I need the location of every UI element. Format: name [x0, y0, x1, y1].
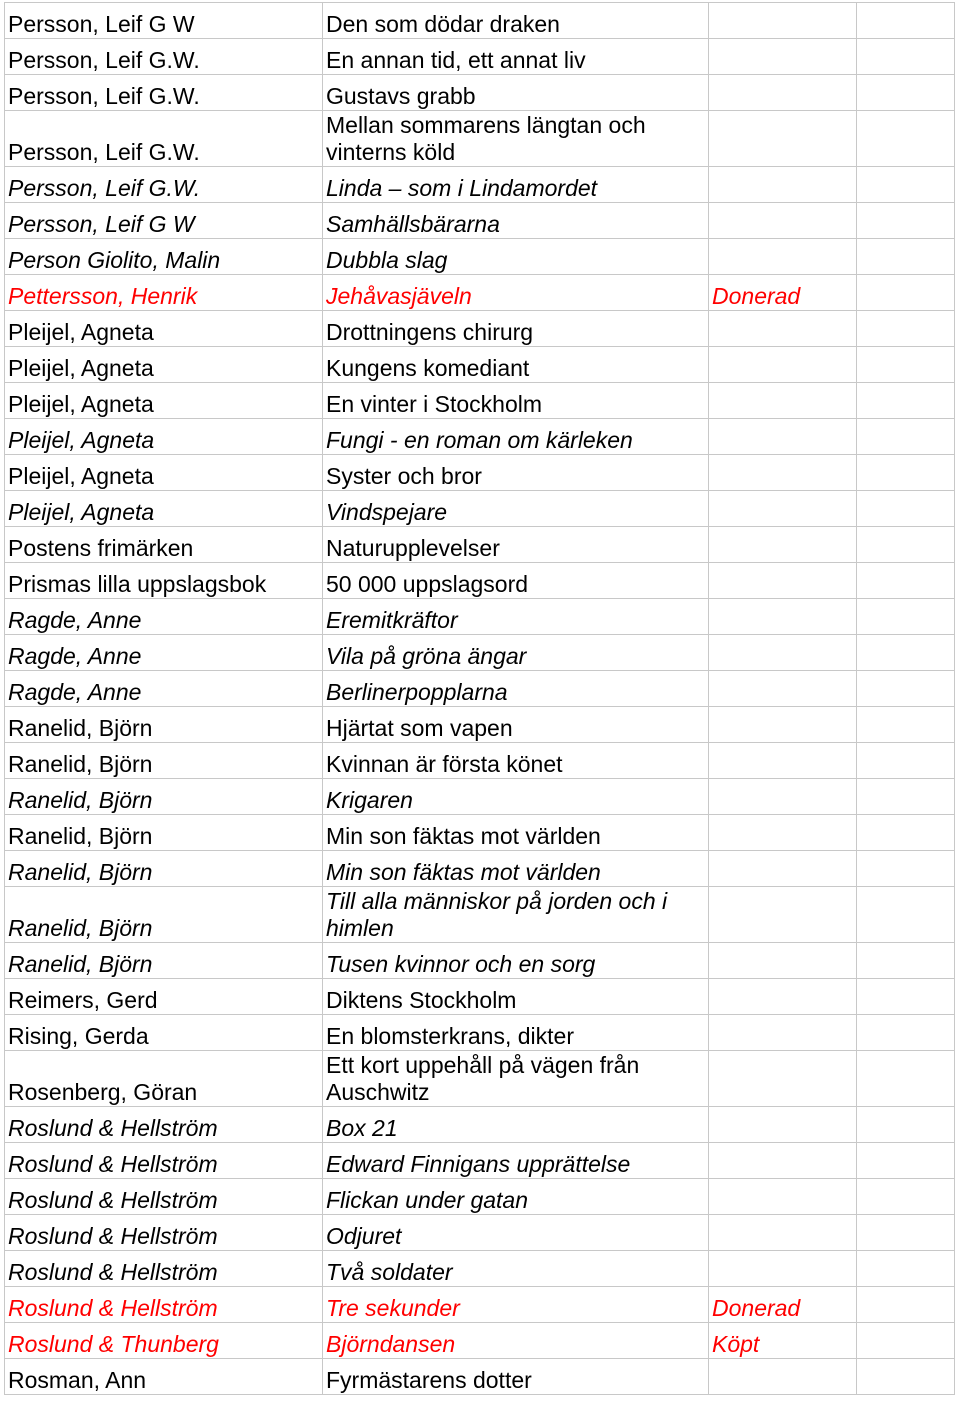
- empty-cell: [857, 167, 955, 203]
- table-row: [5, 239, 955, 275]
- title-cell: Min son fäktas mot världen: [323, 815, 709, 851]
- table-row: [5, 1359, 955, 1395]
- table-row: [5, 979, 955, 1015]
- author-cell: Persson, Leif G.W.: [5, 39, 323, 75]
- empty-cell: [857, 3, 955, 39]
- title-cell: Fyrmästarens dotter: [323, 1359, 709, 1395]
- author-cell: Ranelid, Björn: [5, 743, 323, 779]
- table-row: [5, 563, 955, 599]
- status-cell: [709, 455, 857, 491]
- author-cell: Roslund & Thunberg: [5, 1323, 323, 1359]
- status-cell: [709, 419, 857, 455]
- table-row: [5, 671, 955, 707]
- title-cell: Kvinnan är första könet: [323, 743, 709, 779]
- title-cell: Två soldater: [323, 1251, 709, 1287]
- status-cell: [709, 851, 857, 887]
- table-row: [5, 1107, 955, 1143]
- table-row: [5, 1323, 955, 1359]
- table-row: [5, 779, 955, 815]
- status-cell: [709, 979, 857, 1015]
- empty-cell: [857, 1287, 955, 1323]
- author-cell: Pleijel, Agneta: [5, 311, 323, 347]
- title-cell: Björndansen: [323, 1323, 709, 1359]
- status-cell: [709, 563, 857, 599]
- empty-cell: [857, 1107, 955, 1143]
- table-row: [5, 75, 955, 111]
- status-cell: Donerad: [709, 1287, 857, 1323]
- title-cell: Drottningens chirurg: [323, 311, 709, 347]
- author-cell: Roslund & Hellström: [5, 1179, 323, 1215]
- status-cell: [709, 1359, 857, 1395]
- title-cell: Fungi - en roman om kärleken: [323, 419, 709, 455]
- status-cell: [709, 383, 857, 419]
- table-row: [5, 599, 955, 635]
- author-cell: Persson, Leif G.W.: [5, 111, 323, 167]
- empty-cell: [857, 111, 955, 167]
- status-cell: [709, 887, 857, 943]
- status-cell: [709, 39, 857, 75]
- empty-cell: [857, 599, 955, 635]
- title-cell: En annan tid, ett annat liv: [323, 39, 709, 75]
- table-row: [5, 1015, 955, 1051]
- empty-cell: [857, 1015, 955, 1051]
- author-cell: Persson, Leif G.W.: [5, 75, 323, 111]
- table-row: [5, 419, 955, 455]
- status-cell: [709, 3, 857, 39]
- empty-cell: [857, 779, 955, 815]
- status-cell: [709, 743, 857, 779]
- status-cell: [709, 491, 857, 527]
- author-cell: Rosman, Ann: [5, 1359, 323, 1395]
- status-cell: [709, 671, 857, 707]
- empty-cell: [857, 943, 955, 979]
- empty-cell: [857, 1143, 955, 1179]
- author-cell: Ragde, Anne: [5, 599, 323, 635]
- author-cell: Ranelid, Björn: [5, 887, 323, 943]
- author-cell: Roslund & Hellström: [5, 1215, 323, 1251]
- empty-cell: [857, 1251, 955, 1287]
- title-cell: 50 000 uppslagsord: [323, 563, 709, 599]
- book-list-body: [5, 3, 955, 1395]
- table-row: [5, 943, 955, 979]
- title-cell: Odjuret: [323, 1215, 709, 1251]
- title-cell: Tusen kvinnor och en sorg: [323, 943, 709, 979]
- table-row: [5, 887, 955, 943]
- title-cell: Edward Finnigans upprättelse: [323, 1143, 709, 1179]
- status-cell: [709, 167, 857, 203]
- status-cell: Donerad: [709, 275, 857, 311]
- table-row: [5, 491, 955, 527]
- empty-cell: [857, 311, 955, 347]
- table-row: [5, 1051, 955, 1107]
- author-cell: Ranelid, Björn: [5, 779, 323, 815]
- empty-cell: [857, 1215, 955, 1251]
- title-cell: Naturupplevelser: [323, 527, 709, 563]
- author-cell: Ranelid, Björn: [5, 815, 323, 851]
- status-cell: [709, 599, 857, 635]
- author-cell: Roslund & Hellström: [5, 1107, 323, 1143]
- empty-cell: [857, 1359, 955, 1395]
- title-cell: Samhällsbärarna: [323, 203, 709, 239]
- title-cell: Box 21: [323, 1107, 709, 1143]
- empty-cell: [857, 979, 955, 1015]
- title-cell: Flickan under gatan: [323, 1179, 709, 1215]
- status-cell: [709, 347, 857, 383]
- title-cell: Diktens Stockholm: [323, 979, 709, 1015]
- title-cell: Berlinerpopplarna: [323, 671, 709, 707]
- table-row: [5, 851, 955, 887]
- status-cell: [709, 1143, 857, 1179]
- title-cell: Mellan sommarens längtan och vinterns köld: [323, 111, 709, 167]
- title-cell: Vila på gröna ängar: [323, 635, 709, 671]
- status-cell: [709, 707, 857, 743]
- empty-cell: [857, 491, 955, 527]
- author-cell: Rosenberg, Göran: [5, 1051, 323, 1107]
- title-cell: Jehåvasjäveln: [323, 275, 709, 311]
- status-cell: [709, 779, 857, 815]
- table-row: [5, 167, 955, 203]
- title-cell: Gustavs grabb: [323, 75, 709, 111]
- author-cell: Pleijel, Agneta: [5, 383, 323, 419]
- author-cell: Reimers, Gerd: [5, 979, 323, 1015]
- table-row: [5, 635, 955, 671]
- author-cell: Roslund & Hellström: [5, 1143, 323, 1179]
- empty-cell: [857, 203, 955, 239]
- author-cell: Pleijel, Agneta: [5, 455, 323, 491]
- empty-cell: [857, 815, 955, 851]
- table-row: [5, 1215, 955, 1251]
- table-row: [5, 455, 955, 491]
- table-row: [5, 1251, 955, 1287]
- title-cell: Eremitkräftor: [323, 599, 709, 635]
- empty-cell: [857, 239, 955, 275]
- title-cell: Kungens komediant: [323, 347, 709, 383]
- author-cell: Postens frimärken: [5, 527, 323, 563]
- table-row: [5, 743, 955, 779]
- table-row: [5, 311, 955, 347]
- status-cell: [709, 1215, 857, 1251]
- title-cell: Hjärtat som vapen: [323, 707, 709, 743]
- status-cell: [709, 527, 857, 563]
- table-row: [5, 527, 955, 563]
- empty-cell: [857, 671, 955, 707]
- status-cell: [709, 1015, 857, 1051]
- empty-cell: [857, 383, 955, 419]
- table-row: [5, 203, 955, 239]
- table-row: [5, 1287, 955, 1323]
- empty-cell: [857, 347, 955, 383]
- status-cell: [709, 815, 857, 851]
- empty-cell: [857, 527, 955, 563]
- author-cell: Ragde, Anne: [5, 671, 323, 707]
- author-cell: Persson, Leif G.W.: [5, 167, 323, 203]
- status-cell: Köpt: [709, 1323, 857, 1359]
- empty-cell: [857, 887, 955, 943]
- author-cell: Persson, Leif G W: [5, 203, 323, 239]
- empty-cell: [857, 707, 955, 743]
- table-row: [5, 39, 955, 75]
- status-cell: [709, 943, 857, 979]
- empty-cell: [857, 743, 955, 779]
- title-cell: Den som dödar draken: [323, 3, 709, 39]
- title-cell: En vinter i Stockholm: [323, 383, 709, 419]
- empty-cell: [857, 75, 955, 111]
- empty-cell: [857, 851, 955, 887]
- table-row: [5, 347, 955, 383]
- author-cell: Ranelid, Björn: [5, 851, 323, 887]
- table-row: [5, 1179, 955, 1215]
- status-cell: [709, 111, 857, 167]
- author-cell: Rising, Gerda: [5, 1015, 323, 1051]
- title-cell: Linda – som i Lindamordet: [323, 167, 709, 203]
- empty-cell: [857, 1179, 955, 1215]
- empty-cell: [857, 455, 955, 491]
- author-cell: Ranelid, Björn: [5, 943, 323, 979]
- status-cell: [709, 239, 857, 275]
- empty-cell: [857, 1051, 955, 1107]
- author-cell: Pleijel, Agneta: [5, 419, 323, 455]
- title-cell: Till alla människor på jorden och i himlen: [323, 887, 709, 943]
- author-cell: Pleijel, Agneta: [5, 347, 323, 383]
- status-cell: [709, 1251, 857, 1287]
- author-cell: Person Giolito, Malin: [5, 239, 323, 275]
- status-cell: [709, 1179, 857, 1215]
- author-cell: Prismas lilla uppslagsbok: [5, 563, 323, 599]
- author-cell: Ranelid, Björn: [5, 707, 323, 743]
- author-cell: Ragde, Anne: [5, 635, 323, 671]
- empty-cell: [857, 39, 955, 75]
- title-cell: Vindspejare: [323, 491, 709, 527]
- title-cell: Ett kort uppehåll på vägen från Auschwitz: [323, 1051, 709, 1107]
- author-cell: Roslund & Hellström: [5, 1251, 323, 1287]
- table-row: [5, 275, 955, 311]
- author-cell: Pleijel, Agneta: [5, 491, 323, 527]
- author-cell: Roslund & Hellström: [5, 1287, 323, 1323]
- title-cell: Tre sekunder: [323, 1287, 709, 1323]
- status-cell: [709, 635, 857, 671]
- book-list-table: [4, 2, 955, 1395]
- author-cell: Pettersson, Henrik: [5, 275, 323, 311]
- table-row: [5, 3, 955, 39]
- title-cell: Syster och bror: [323, 455, 709, 491]
- table-row: [5, 1143, 955, 1179]
- title-cell: Min son fäktas mot världen: [323, 851, 709, 887]
- empty-cell: [857, 1323, 955, 1359]
- status-cell: [709, 1107, 857, 1143]
- empty-cell: [857, 419, 955, 455]
- table-row: [5, 707, 955, 743]
- author-cell: Persson, Leif G W: [5, 3, 323, 39]
- status-cell: [709, 1051, 857, 1107]
- empty-cell: [857, 563, 955, 599]
- title-cell: En blomsterkrans, dikter: [323, 1015, 709, 1051]
- table-row: [5, 383, 955, 419]
- status-cell: [709, 75, 857, 111]
- empty-cell: [857, 275, 955, 311]
- status-cell: [709, 311, 857, 347]
- table-row: [5, 111, 955, 167]
- empty-cell: [857, 635, 955, 671]
- title-cell: Dubbla slag: [323, 239, 709, 275]
- table-row: [5, 815, 955, 851]
- status-cell: [709, 203, 857, 239]
- title-cell: Krigaren: [323, 779, 709, 815]
